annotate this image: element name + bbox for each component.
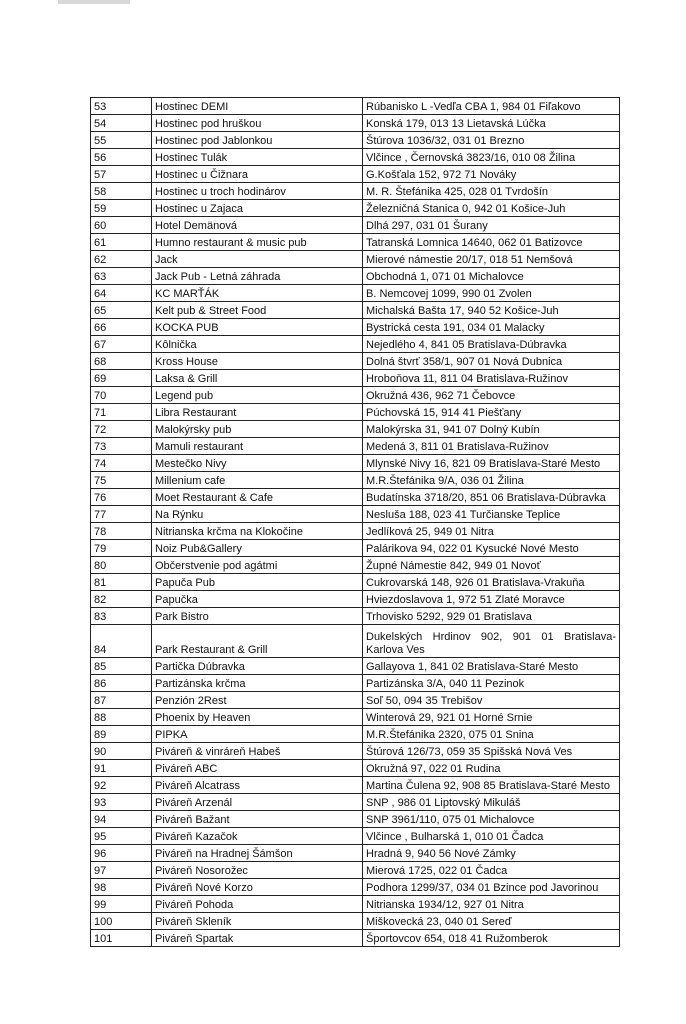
establishment-name: Piváreň Bažant [152,811,363,828]
establishment-address: Tatranská Lomnica 14640, 062 01 Batizovce [363,234,620,251]
establishment-address: Športovcov 654, 018 41 Ružomberok [363,930,620,947]
establishment-address: Konská 179, 013 13 Lietavská Lúčka [363,115,620,132]
table-row [91,268,620,285]
table-row [91,166,620,183]
establishment-name: Libra Restaurant [152,404,363,421]
table-row [91,794,620,811]
establishment-name: Hostinec u troch hodinárov [152,183,363,200]
establishment-address: Partizánska 3/A, 040 11 Pezinok [363,675,620,692]
establishment-address: Železničná Stanica 0, 942 01 Košice-Juh [363,200,620,217]
establishment-name: Piváreň Pohoda [152,896,363,913]
row-number: 88 [91,709,152,726]
table-row [91,115,620,132]
establishment-address: Martina Čulena 92, 908 85 Bratislava-Staré Mesto [363,777,620,794]
table-row [91,879,620,896]
establishment-address: Štúrova 1036/32, 031 01 Brezno [363,132,620,149]
establishment-address: Palárikova 94, 022 01 Kysucké Nové Mesto [363,540,620,557]
row-number: 64 [91,285,152,302]
table-row [91,845,620,862]
establishment-address: Miškovecká 23, 040 01 Sereď [363,913,620,930]
table-row [91,608,620,625]
establishment-name: Moet Restaurant & Cafe [152,489,363,506]
row-number: 68 [91,353,152,370]
table-row [91,336,620,353]
establishment-address: Dolná štvrť 358/1, 907 01 Nová Dubnica [363,353,620,370]
table-row [91,234,620,251]
establishment-address: Púchovská 15, 914 41 Piešťany [363,404,620,421]
page-top-mark [58,0,130,4]
establishment-name: Hotel Demänová [152,217,363,234]
establishment-address: M.R.Štefánika 9/A, 036 01 Žilina [363,472,620,489]
establishment-address: Malokýrska 31, 941 07 Dolný Kubín [363,421,620,438]
table-row [91,455,620,472]
establishment-name: Phoenix by Heaven [152,709,363,726]
row-number: 73 [91,438,152,455]
row-number: 53 [91,98,152,115]
table-row [91,200,620,217]
establishment-address: Podhora 1299/37, 034 01 Bzince pod Javorinou [363,879,620,896]
establishment-name: Piváreň Nové Korzo [152,879,363,896]
table-row [91,183,620,200]
table-row [91,132,620,149]
table-row [91,98,620,115]
establishment-address: Bystrická cesta 191, 034 01 Malacky [363,319,620,336]
row-number: 63 [91,268,152,285]
establishment-name: Kôlnička [152,336,363,353]
establishment-address: Winterová 29, 921 01 Horné Srnie [363,709,620,726]
row-number: 87 [91,692,152,709]
table-row [91,574,620,591]
row-number: 67 [91,336,152,353]
establishment-address: Hviezdoslavova 1, 972 51 Zlaté Moravce [363,591,620,608]
table-row [91,913,620,930]
table-row [91,421,620,438]
row-number: 81 [91,574,152,591]
table-row [91,489,620,506]
row-number: 97 [91,862,152,879]
row-number: 98 [91,879,152,896]
table-row [91,353,620,370]
row-number: 90 [91,743,152,760]
establishment-name: Papuča Pub [152,574,363,591]
establishment-name: Legend pub [152,387,363,404]
establishment-address: Cukrovarská 148, 926 01 Bratislava-Vrakuňa [363,574,620,591]
establishment-name: Hostinec Tulák [152,149,363,166]
table-row [91,404,620,421]
table-row [91,930,620,947]
table-row [91,387,620,404]
row-number: 91 [91,760,152,777]
row-number: 85 [91,658,152,675]
table-row [91,591,620,608]
row-number: 54 [91,115,152,132]
table-row [91,557,620,574]
table-row [91,692,620,709]
row-number: 84 [91,625,152,658]
row-number: 100 [91,913,152,930]
table-row [91,828,620,845]
table-row [91,811,620,828]
establishment-address: Nesluša 188, 023 41 Turčianske Teplice [363,506,620,523]
establishment-name: Hostinec pod Jablonkou [152,132,363,149]
establishment-name: Partizánska krčma [152,675,363,692]
establishment-address: Dukelských Hrdinov 902, 901 01 Bratislava-Karlova Ves [363,625,620,658]
table-row [91,285,620,302]
row-number: 60 [91,217,152,234]
establishment-name: Kross House [152,353,363,370]
row-number: 99 [91,896,152,913]
table-row [91,658,620,675]
establishment-address: Vlčince , Černovská 3823/16, 010 08 Žilina [363,149,620,166]
establishment-name: Partička Dúbravka [152,658,363,675]
row-number: 86 [91,675,152,692]
row-number: 82 [91,591,152,608]
row-number: 72 [91,421,152,438]
table-row [91,743,620,760]
row-number: 58 [91,183,152,200]
establishment-address: Nejedlého 4, 841 05 Bratislava-Dúbravka [363,336,620,353]
establishment-name: Kelt pub & Street Food [152,302,363,319]
row-number: 69 [91,370,152,387]
establishment-name: Piváreň Kazačok [152,828,363,845]
establishment-address: Dlhá 297, 031 01 Šurany [363,217,620,234]
table-row [91,540,620,557]
row-number: 55 [91,132,152,149]
establishment-address: Štúrová 126/73, 059 35 Spišská Nová Ves [363,743,620,760]
establishment-name: Noiz Pub&Gallery [152,540,363,557]
row-number: 93 [91,794,152,811]
establishment-address: M. R. Štefánika 425, 028 01 Tvrdošín [363,183,620,200]
establishment-name: Hostinec u Čižnara [152,166,363,183]
row-number: 78 [91,523,152,540]
establishment-address: Trhovisko 5292, 929 01 Bratislava [363,608,620,625]
establishment-name: Piváreň Nosorožec [152,862,363,879]
establishment-address: Soľ 50, 094 35 Trebišov [363,692,620,709]
row-number: 56 [91,149,152,166]
establishment-name: Millenium cafe [152,472,363,489]
table-row [91,625,620,658]
table-body [91,98,620,947]
table-row [91,777,620,794]
establishment-name: Na Rýnku [152,506,363,523]
establishment-name: Piváreň Arzenál [152,794,363,811]
establishment-name: Mamuli restaurant [152,438,363,455]
row-number: 59 [91,200,152,217]
table-row [91,149,620,166]
establishment-address: Hradná 9, 940 56 Nové Zámky [363,845,620,862]
establishment-address: Mierové námestie 20/17, 018 51 Nemšová [363,251,620,268]
row-number: 96 [91,845,152,862]
establishment-address: Župné Námestie 842, 949 01 Novoť [363,557,620,574]
establishment-name: Humno restaurant & music pub [152,234,363,251]
table-row [91,438,620,455]
establishment-address: M.R.Štefánika 2320, 075 01 Snina [363,726,620,743]
establishment-name: Piváreň na Hradnej Šámšon [152,845,363,862]
establishment-name: Hostinec DEMI [152,98,363,115]
table-row [91,896,620,913]
establishment-address: Vlčince , Bulharská 1, 010 01 Čadca [363,828,620,845]
establishment-address: Okružná 97, 022 01 Rudina [363,760,620,777]
establishment-address: Okružná 436, 962 71 Čebovce [363,387,620,404]
establishment-address: Mierová 1725, 022 01 Čadca [363,862,620,879]
table-row [91,217,620,234]
establishment-address: Nitrianska 1934/12, 927 01 Nitra [363,896,620,913]
establishment-address: Gallayova 1, 841 02 Bratislava-Staré Mesto [363,658,620,675]
row-number: 71 [91,404,152,421]
establishment-name: Laksa & Grill [152,370,363,387]
row-number: 94 [91,811,152,828]
establishment-name: KC MARŤÁK [152,285,363,302]
establishment-address: Mlynské Nivy 16, 821 09 Bratislava-Staré Mesto [363,455,620,472]
row-number: 76 [91,489,152,506]
row-number: 65 [91,302,152,319]
establishment-name: Občerstvenie pod agátmi [152,557,363,574]
establishment-name: Piváreň Alcatrass [152,777,363,794]
row-number: 77 [91,506,152,523]
establishment-name: Hostinec pod hruškou [152,115,363,132]
establishment-address: Medená 3, 811 01 Bratislava-Ružinov [363,438,620,455]
row-number: 74 [91,455,152,472]
row-number: 66 [91,319,152,336]
row-number: 80 [91,557,152,574]
establishment-name: Piváreň ABC [152,760,363,777]
table-row [91,319,620,336]
row-number: 89 [91,726,152,743]
establishment-name: Piváreň & vinráreň Habeš [152,743,363,760]
establishment-address: Rúbanisko L -Vedľa CBA 1, 984 01 Fiľakovo [363,98,620,115]
establishment-address: Budatínska 3718/20, 851 06 Bratislava-Dúbravka [363,489,620,506]
table-row [91,302,620,319]
row-number: 70 [91,387,152,404]
row-number: 95 [91,828,152,845]
table-row [91,726,620,743]
table-row [91,675,620,692]
establishment-name: Piváreň Skleník [152,913,363,930]
row-number: 101 [91,930,152,947]
establishment-name: Piváreň Spartak [152,930,363,947]
establishment-name: Hostinec u Zajaca [152,200,363,217]
table-row [91,506,620,523]
table-row [91,370,620,387]
table-row [91,251,620,268]
establishment-address: Obchodná 1, 071 01 Michalovce [363,268,620,285]
establishment-name: Malokýrsky pub [152,421,363,438]
row-number: 75 [91,472,152,489]
establishment-name: KOCKA PUB [152,319,363,336]
establishment-address: G.Košťala 152, 972 71 Nováky [363,166,620,183]
table-row [91,472,620,489]
establishment-name: Penzión 2Rest [152,692,363,709]
establishment-name: Jack [152,251,363,268]
establishment-address: SNP 3961/110, 075 01 Michalovce [363,811,620,828]
establishment-name: Park Bistro [152,608,363,625]
table-row [91,523,620,540]
establishment-name: PIPKA [152,726,363,743]
establishment-name: Nitrianska krčma na Klokočine [152,523,363,540]
establishment-address: Jedlíková 25, 949 01 Nitra [363,523,620,540]
establishment-address: B. Nemcovej 1099, 990 01 Zvolen [363,285,620,302]
establishment-name: Papučka [152,591,363,608]
row-number: 79 [91,540,152,557]
table-row [91,760,620,777]
row-number: 57 [91,166,152,183]
row-number: 62 [91,251,152,268]
establishment-name: Park Restaurant & Grill [152,625,363,658]
row-number: 92 [91,777,152,794]
establishments-table [90,97,620,947]
row-number: 83 [91,608,152,625]
establishment-name: Jack Pub - Letná záhrada [152,268,363,285]
table-row [91,709,620,726]
establishment-address: Hroboňova 11, 811 04 Bratislava-Ružinov [363,370,620,387]
establishment-name: Mestečko Nivy [152,455,363,472]
establishment-address: SNP , 986 01 Liptovský Mikuláš [363,794,620,811]
table-row [91,862,620,879]
row-number: 61 [91,234,152,251]
establishment-address: Michalská Bašta 17, 940 52 Košice-Juh [363,302,620,319]
